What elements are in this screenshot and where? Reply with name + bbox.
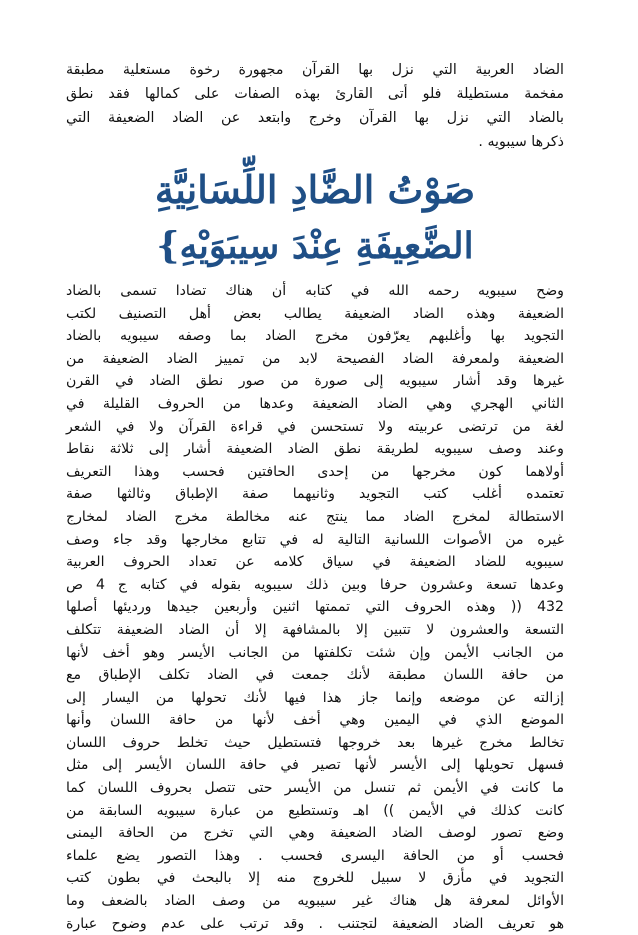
body-line: غيرها وقد أشار سيبويه إلى صورة من صور نطق الضاد في القرن [66, 373, 564, 390]
title-line-2: الضَّعِيفَةِ عِنْدَ سِيبَوَيْهِ} [156, 225, 474, 267]
body-line: أولاهما كون مخرجها من إحدى الحافتين فحسب وهذا التعريف [66, 463, 564, 480]
body-line: وضع تصور لوصف الضاد الضعيفة وهي التي تخرج من الحافة اليمنى [66, 825, 564, 842]
body-line: تخالط مخرج غيرها بعد خروجها فتستطيل حيث تخلط حروف اللسان [66, 734, 564, 751]
body-line: هو تعريف الضاد الضعيفة لتجتنب . وقد ترتب على عدم وضوح عبارة [66, 915, 564, 932]
body-line: من الجانب الأيمن وإن شئت تكلفتها من الجانب الأيسر وهو أخف لأنها [66, 644, 564, 661]
body-paragraph [66, 280, 564, 935]
body-line: الضعيفة وهذه الضاد الضعيفة يطالب بعض أهل التصنيف لكتب [66, 305, 564, 322]
body-line: وضح سيبويه رحمه الله في كتابه أن هناك تضادا تسمى بالضاد [66, 283, 564, 299]
body-line: الثاني الهجري وهي الضاد الضعيفة وعدها من الحروف القليلة في [66, 395, 564, 412]
body-line: الأوائل لمعرفة هل هناك غير سيبويه من وصف الضاد بالضعف وما [66, 893, 564, 910]
body-line: تعتمده أغلب كتب التجويد وثانيهما صفة الإطباق وثالثها صفة [66, 486, 564, 503]
body-line: فسهل تحويلها إلى الأيسر لأنها تصير في حافة اللسان الأيسر إلى مثل [66, 757, 564, 774]
body-line: 432 (( وهذه الحروف التي تممتها اثنين وأربعين جيدها ورديئها أصلها [66, 599, 564, 616]
intro-line: بالضاد التي نزل بها القرآن وخرج وابتعد عن الضاد الضعيفة التي [66, 110, 564, 126]
body-line: التسعة والعشرون لا تتبين إلا بالمشافهة إلا أن الضاد الضعيفة تتكلف [66, 621, 564, 638]
intro-line: مفخمة مستطيلة فلو أتى القارئ بهذه الصفات على كمالها فقد نطق [66, 86, 564, 102]
body-line: وعدها تسعة وعشرون حرفا وبين ذلك سيبويه بقوله في كتابه ج 4 ص [66, 576, 564, 593]
body-line: وعند وصف سيبويه لطريقة نطق الضاد الضعيفة أشار إلى ثلاثة نقاط [66, 441, 564, 458]
body-line: من حافة اللسان مطبقة لأنك جمعت في الضاد تكلف الإطباق مع [66, 667, 564, 684]
body-line: فحسب أو من الحافة اليسرى فحسب . وهذا التصور يضع علماء [66, 847, 564, 864]
intro-paragraph [66, 58, 564, 154]
body-line: إزالته عن موضعه وإنما جاز هذا فيها لأنك تحولها من اليسار إلى [66, 689, 564, 706]
body-line: كانت كذلك في الأيمن )) اهـ وتستطيع من عبارة سيبويه السابقة من [66, 802, 564, 819]
body-line: الضعيفة ولمعرفة الضاد الفصيحة لابد من تمييز الضاد الضعيفة من [66, 350, 564, 367]
title-line-1: صَوْتُ الضَّادِ اللِّسَانِيَّةِ [154, 167, 476, 212]
body-line: غيره من الأصوات اللسانية التالية له في تتابع مخارجها وقد جاء وصف [66, 531, 564, 548]
section-title [66, 162, 564, 274]
body-line: الاستطالة لمخرج الضاد مما ينتج عنه مخالطة مخرج الضاد لمخارج [66, 508, 564, 525]
body-line: ما كانت في الأيمن ثم تنسل من الأيسر حتى تتصل بحروف اللسان كما [66, 780, 564, 797]
body-line: التجويد في مأزق لا سبيل للخروج منه إلا بالبحث في بطون كتب [66, 870, 564, 887]
intro-line: الضاد العربية التي نزل بها القرآن مجهورة رخوة مستعلية مطبقة [66, 62, 564, 78]
intro-line: ذكرها سيبويه . [478, 134, 564, 150]
body-line: سيبويه للضاد الضعيفة في سياق كلامه عن تعداد الحروف العربية [66, 554, 564, 571]
body-line: التجويد بها وأغلبهم يعرّفون مخرج الضاد بما وصفه سيبويه بالضاد [66, 328, 564, 345]
body-line: لغة من ترتضى عربيته ولا تستحسن في قراءة القرآن ولا في الشعر [66, 418, 564, 435]
body-line: الموضع الذي في اليمين وهي أخف لأنها من حافة اللسان وأنها [66, 712, 564, 729]
